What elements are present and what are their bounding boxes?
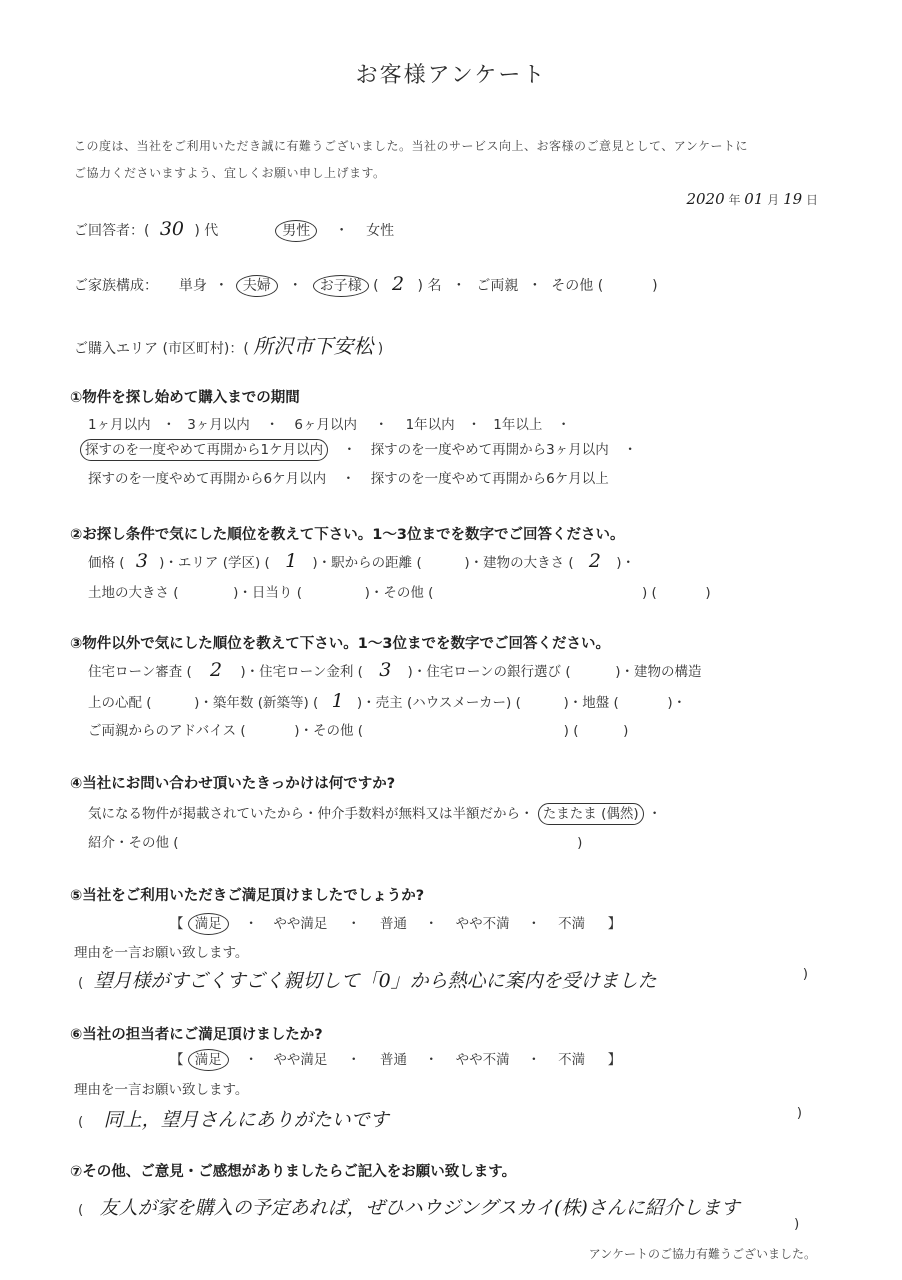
q1-option-restart-1m-selected[interactable]: 探すのを一度やめて再開から1ケ月以内 — [80, 439, 328, 461]
q3-seller-label: )・売主 (ハウスメーカー) ( — [356, 695, 521, 711]
q3-worry-label: 上の心配 ( — [88, 695, 152, 711]
family-children-count[interactable]: 2 — [392, 273, 405, 295]
intro-line-2: ご協力くださいますよう、宜しくお願い申し上げます。 — [74, 166, 386, 180]
page-title: お客様アンケート — [355, 63, 547, 88]
area-value[interactable]: 所沢市下安松 — [253, 334, 374, 358]
q1-option-6m[interactable]: 6ヶ月以内 — [294, 417, 357, 433]
q1-option-3m[interactable]: 3ヶ月以内 — [187, 417, 250, 433]
closing-note: アンケートのご協力有難うございました。 — [588, 1247, 816, 1261]
q2-station-label: )・駅からの距離 ( — [312, 555, 422, 571]
q1-option-1m[interactable]: 1ヶ月以内 — [88, 417, 151, 433]
q6-options: 【 満足 ・ やや満足 ・ 普通 ・ やや不満 ・ 不満 】 — [170, 1048, 621, 1071]
area-row — [74, 330, 383, 359]
q2-line-1: 価格 ( 3 )・エリア (学区) ( 1 )・駅からの距離 ( )・建物の大きさ ( 2 )・ — [88, 550, 636, 572]
q5-title: ⑤当社をご利用いただきご満足頂けましたでしょうか? — [70, 888, 425, 904]
q5-option-dissatisfied[interactable]: 不満 — [558, 916, 586, 932]
date-day: 19 — [783, 190, 803, 208]
q3-loan-review-value[interactable]: 2 — [210, 659, 223, 681]
q7-comment-text[interactable]: 友人が家を購入の予定あれば，ぜひハウジングスカイ(株)さんに紹介します — [99, 1197, 740, 1219]
q6-reason-label: 理由を一言お願い致します。 — [74, 1082, 249, 1098]
q2-price-value[interactable]: 3 — [135, 550, 148, 572]
q3-line-2: 上の心配 ( )・築年数 (新築等) ( 1 )・売主 (ハウスメーカー) ( )・地盤 ( )・ — [88, 690, 687, 712]
q5-reason-row: ( 望月様がすごくすごく親切して「0」から熱心に案内を受けました ) — [78, 966, 808, 992]
q7-close: ) — [794, 1216, 800, 1232]
q4-title: ④当社にお問い合わせ頂いたきっかけは何ですか? — [70, 776, 396, 792]
q4-line-1: 気になる物件が掲載されていたから・仲介手数料が無料又は半額だから・ たまたま (偶然) ・ — [88, 802, 661, 825]
q1-title: ①物件を探し始めて購入までの期間 — [70, 390, 300, 406]
q1-option-restart-3m[interactable]: 探すのを一度やめて再開から3ヶ月以内 — [370, 442, 609, 458]
date-year-unit: 年 — [728, 193, 741, 207]
respondent-male-selected[interactable]: 男性 — [275, 220, 317, 242]
q1-option-1y[interactable]: 1年以内 — [405, 417, 455, 433]
q6-title: ⑥当社の担当者にご満足頂けましたか? — [70, 1027, 323, 1043]
q4-option-by-chance-selected[interactable]: たまたま (偶然) — [538, 803, 644, 825]
q3-loan-review-label: 住宅ローン審査 ( — [88, 664, 192, 680]
q4-line-2: 紹介・その他 ( ) — [88, 835, 583, 851]
q5-option-somewhat-dissatisfied[interactable]: やや不満 — [455, 916, 510, 932]
date-day-unit: 日 — [805, 193, 818, 207]
q5-options: 【 満足 ・ やや満足 ・ 普通 ・ やや不満 ・ 不満 】 — [170, 912, 621, 935]
q2-title: ②お探し条件で気にした順位を教えて下さい。1～3位までを数字でご回答ください。 — [70, 527, 625, 543]
date-month: 01 — [744, 190, 764, 208]
family-label: ご家族構成： — [74, 278, 158, 294]
q3-loan-rate-label: )・住宅ローン金利 ( — [240, 664, 363, 680]
q3-age-value[interactable]: 1 — [331, 690, 344, 712]
q3-age-label: )・築年数 (新築等) ( — [194, 695, 319, 711]
q4-referral-other[interactable]: 紹介・その他 ( — [88, 835, 179, 851]
q1-option-restart-6m[interactable]: 探すのを一度やめて再開から6ケ月以内 — [88, 471, 327, 487]
family-parents[interactable]: ご両親 — [476, 278, 519, 294]
family-children-open: ( — [373, 278, 379, 294]
q6-option-dissatisfied[interactable]: 不満 — [558, 1052, 586, 1068]
q1-option-over-1y[interactable]: 1年以上 — [493, 417, 543, 433]
respondent-sep: ・ — [334, 223, 349, 239]
q2-size-label: )・建物の大きさ ( — [464, 555, 574, 571]
q3-advice-label: ご両親からのアドバイス ( — [88, 723, 246, 739]
q2-line-2: 土地の大きさ ( )・日当り ( )・その他 ( ) ( ) — [88, 585, 711, 601]
q2-size-value[interactable]: 2 — [588, 550, 601, 572]
q5-option-neutral[interactable]: 普通 — [379, 916, 407, 932]
q1-line-1: 1ヶ月以内 ・ 3ヶ月以内 ・ 6ヶ月以内 ・ 1年以内 ・ 1年以上 ・ — [88, 417, 571, 433]
respondent-age-unit: ) 代 — [194, 223, 219, 239]
q3-line-1 — [88, 659, 701, 681]
q5-reason-label: 理由を一言お願い致します。 — [74, 945, 249, 961]
q2-other-label: )・その他 ( — [364, 585, 434, 601]
q1-line-3: 探すのを一度やめて再開から6ケ月以内 ・ 探すのを一度やめて再開から6ケ月以上 — [88, 471, 609, 487]
respondent-row — [74, 218, 394, 242]
q6-reason-row: ( 同上，望月さんにありがたいです ) — [78, 1105, 802, 1131]
q6-option-somewhat-satisfied[interactable]: やや満足 — [273, 1052, 328, 1068]
q3-title: ③物件以外で気にした順位を教えて下さい。1～3位までを数字でご回答ください。 — [70, 636, 610, 652]
q2-land-label: 土地の大きさ ( — [88, 585, 179, 601]
q3-line-3: ご両親からのアドバイス ( )・その他 ( ) ( ) — [88, 723, 629, 739]
family-other-close: ) — [652, 278, 658, 294]
q6-option-satisfied-selected[interactable]: 満足 — [188, 1049, 229, 1071]
family-couple-selected[interactable]: 夫婦 — [236, 275, 278, 297]
q7-comment-row: ( 友人が家を購入の予定あれば，ぜひハウジングスカイ(株)さんに紹介します — [78, 1197, 740, 1219]
family-other[interactable]: その他 ( — [551, 278, 604, 294]
q1-option-restart-over-6m[interactable]: 探すのを一度やめて再開から6ケ月以上 — [370, 471, 609, 487]
family-single[interactable]: 単身 — [178, 278, 207, 294]
date — [686, 190, 818, 208]
family-children-selected[interactable]: お子様 — [313, 275, 369, 297]
q4-options-text[interactable]: 気になる物件が掲載されていたから・仲介手数料が無料又は半額だから・ — [88, 806, 534, 822]
q1-line-2: 探すのを一度やめて再開から1ケ月以内 ・ 探すのを一度やめて再開から3ヶ月以内 ・ — [80, 438, 647, 461]
q6-option-somewhat-dissatisfied[interactable]: やや不満 — [455, 1052, 510, 1068]
q6-option-neutral[interactable]: 普通 — [379, 1052, 407, 1068]
q2-area-label: )・エリア (学区) ( — [159, 555, 270, 571]
area-label: ご購入エリア (市区町村)：( — [74, 341, 249, 357]
q2-area-value[interactable]: 1 — [285, 550, 298, 572]
q3-structure-label: )・建物の構造 — [615, 664, 702, 680]
q3-loan-rate-value[interactable]: 3 — [379, 659, 392, 681]
respondent-age[interactable]: 30 — [159, 218, 185, 240]
family-row: ご家族構成： 単身 ・ 夫婦 ・ お子様 ( 2 ) 名 ・ ご両親 ・ その他 ( ) — [74, 273, 658, 295]
q3-loan-bank-label: )・住宅ローンの銀行選び ( — [407, 664, 571, 680]
q2-price-label: 価格 ( — [88, 555, 125, 571]
intro-line-1: この度は、当社をご利用いただき誠に有難うございました。当社のサービス向上、お客様のご意見として、アンケートに — [74, 139, 749, 153]
q2-sun-label: )・日当り ( — [233, 585, 302, 601]
q5-option-somewhat-satisfied[interactable]: やや満足 — [273, 916, 328, 932]
q5-option-satisfied-selected[interactable]: 満足 — [188, 913, 229, 935]
date-month-unit: 月 — [767, 193, 780, 207]
q3-other-label: )・その他 ( — [294, 723, 364, 739]
area-close: ) — [377, 341, 384, 357]
q7-title: ⑦その他、ご意見・ご感想がありましたらご記入をお願い致します。 — [70, 1164, 517, 1180]
respondent-label: ご回答者：( — [74, 223, 150, 239]
q6-reason-text[interactable]: 同上，望月さんにありがたいです — [103, 1109, 389, 1131]
q5-reason-text[interactable]: 望月様がすごくすごく親切して「0」から熱心に案内を受けました — [93, 970, 657, 992]
family-children-unit: ) 名 — [417, 278, 442, 294]
respondent-female[interactable]: 女性 — [366, 223, 395, 239]
q3-ground-label: )・地盤 ( — [563, 695, 619, 711]
date-year: 2020 — [686, 190, 725, 208]
